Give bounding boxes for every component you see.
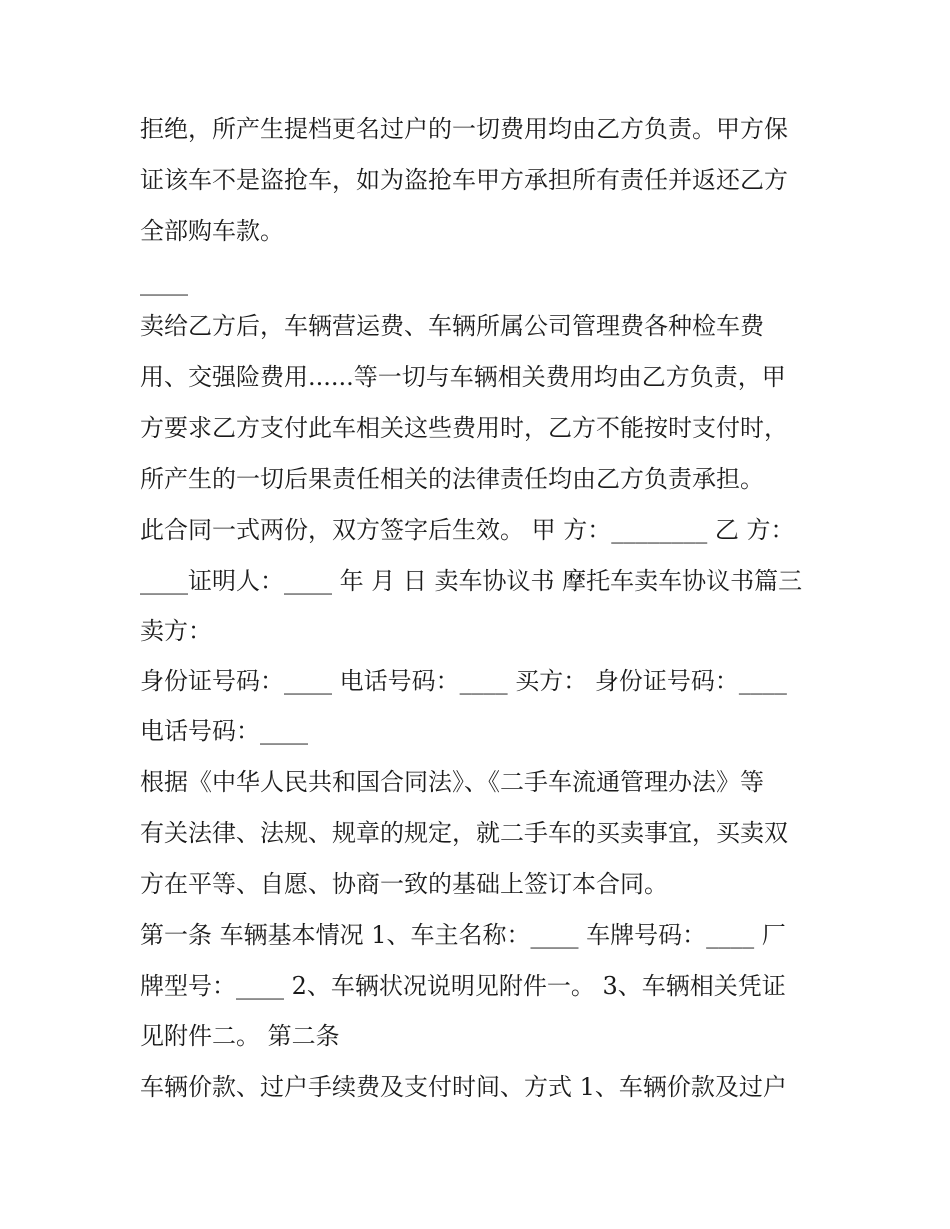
text-line: 根据《中华人民共和国合同法》、《二手车流通管理办法》等 [140,768,764,796]
text-line: 方在平等、自愿、协商一致的基础上签订本合同。 [140,870,668,898]
text-line: 全部购车款。 [140,217,284,245]
text-line: ____ [140,268,188,296]
text-line: 方要求乙方支付此车相关这些费用时，乙方不能按时支付时， [140,414,788,442]
text-line: 用、交强险费用......等一切与车辆相关费用均由乙方负责，甲 [140,363,786,391]
text-line: 卖方： [140,617,212,645]
text-line: 身份证号码：____ 电话号码：____ 买方： 身份证号码：____ [140,667,787,695]
text-line: 见附件二。 第二条 [140,1022,340,1050]
text-line: 拒绝，所产生提档更名过户的一切费用均由乙方负责。甲方保 [140,115,788,143]
text-line: 此合同一式两份，双方签字后生效。 甲 方：________ 乙 方： [140,516,795,544]
text-line: 有关法律、法规、规章的规定，就二手车的买卖事宜，买卖双 [140,819,788,847]
text-line: 第一条 车辆基本情况 1、车主名称：____ 车牌号码：____ 厂 [140,921,786,949]
text-line: 证该车不是盗抢车，如为盗抢车甲方承担所有责任并返还乙方 [140,166,788,194]
text-line: 卖给乙方后，车辆营运费、车辆所属公司管理费各种检车费 [140,312,764,340]
text-line: 电话号码：____ [140,717,308,745]
text-line: 车辆价款、过户手续费及支付时间、方式 1、车辆价款及过户 [140,1073,787,1101]
text-line: ____证明人：____ 年 月 日 卖车协议书 摩托车卖车协议书篇三 [140,567,803,595]
text-line: 所产生的一切后果责任相关的法律责任均由乙方负责承担。 [140,465,764,493]
text-line: 牌型号：____ 2、车辆状况说明见附件一。 3、车辆相关凭证 [140,972,786,1000]
